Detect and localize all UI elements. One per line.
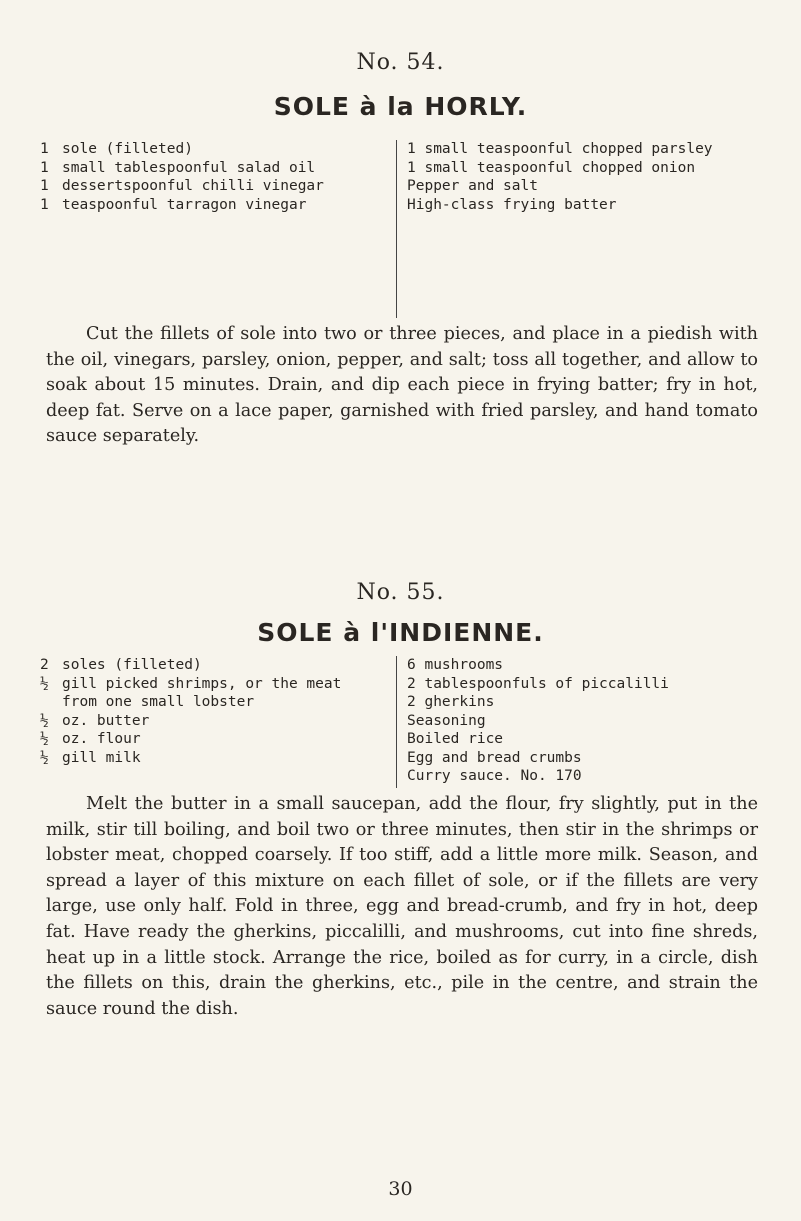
recipe-title: SOLE à l'INDIENNE. [257,618,544,647]
ingredient-item: 2 tablespoonfuls of piccalilli [407,675,669,692]
ingredients-left [40,140,380,214]
ingredient-item: 1 small tablespoonful salad oil [40,159,316,176]
recipe-title: SOLE à la HORLY. [273,92,528,121]
ingredient-item: 1 sole (filleted) [40,141,193,157]
recipe-method: Melt the butter in a small saucepan, add the flour, fry slightly, put in the milk, stir till boiling, and boil two or three minutes, then stir in the shrimps or lobster meat, chopped coarsely. If too stiff, add a little more milk. Season, and spread a layer of this mixture on each fillet of sole, or if the fillets are very large, use only half. Fold in three, egg and bread-crumb, and fry in hot, deep fat. Have ready the gherkins, piccalilli, and mushrooms, cut into fine shreds, heat up in a little stock. Arrange the rice, boiled as for curry, in a circle, dish the fillets on this, drain the gherkins, etc., pile in the centre, and strain the sauce round the dish. [46,794,758,1019]
ingredient-item: ½ oz. flour [40,731,141,747]
ingredients-right [396,656,767,788]
ingredient-item: ½ gill milk [40,749,141,766]
recipe-number: No. 55. [356,580,445,605]
ingredient-item: Boiled rice [407,731,504,747]
ingredient-item: 2 gherkins [407,694,495,710]
ingredient-item: 1 teaspoonful tarragon vinegar [40,196,307,213]
ingredient-item: ½ oz. butter [40,712,150,729]
ingredient-item: Seasoning [407,712,486,729]
recipe-method: Cut the fillets of sole into two or three pieces, and place in a piedish with the oil, vinegars, parsley, onion, pepper, and salt; toss all together, and allow to soak about 15 minutes. Drain, and dip each piece in frying batter; fry in hot, deep fat. Serve on a lace paper, garnished with fried parsley, and hand tomato sauce separately. [46,324,758,447]
ingredient-item: ½ gill picked shrimps, or the meat from one small lobster [40,675,342,710]
ingredient-item: 1 small teaspoonful chopped onion [407,159,696,176]
ingredient-item: 2 soles (filleted) [40,657,202,673]
ingredient-item: High-class frying batter [407,196,617,213]
ingredient-item: 6 mushrooms [407,657,504,673]
ingredients-right [396,140,767,318]
ingredient-item: Egg and bread crumbs [407,749,582,766]
ingredient-item: Curry sauce. No. 170 [407,768,582,784]
ingredient-item: 1 dessertspoonful chilli vinegar [40,178,324,194]
ingredient-item: 1 small teaspoonful chopped parsley [407,141,713,157]
ingredients-left [40,656,380,767]
ingredient-item: Pepper and salt [407,178,538,194]
recipe-number: No. 54. [356,50,445,75]
page-number: 30 [388,1178,413,1200]
